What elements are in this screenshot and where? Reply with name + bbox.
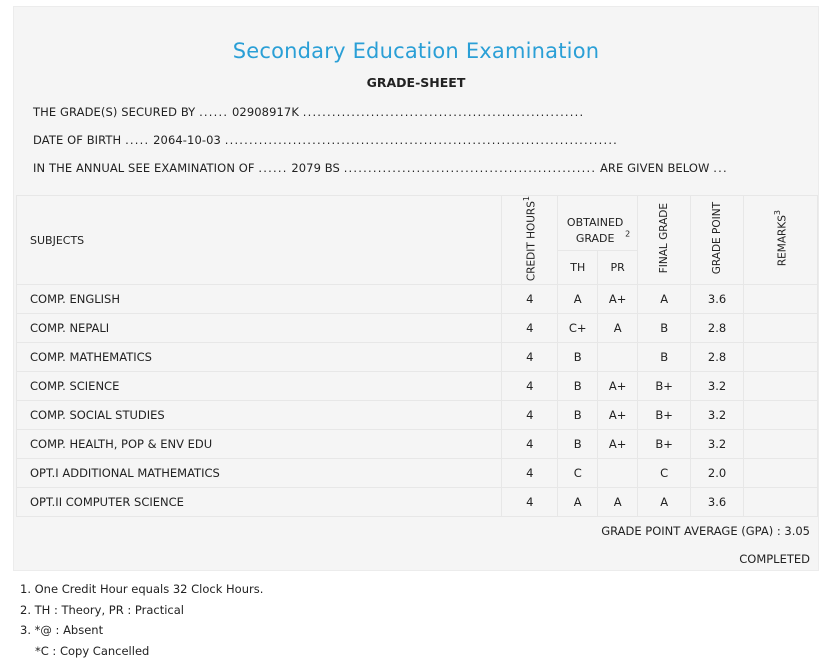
grades-table	[16, 195, 818, 517]
info-dob-line	[33, 133, 618, 147]
subject-cell: COMP. MATHEMATICS	[17, 343, 502, 372]
info-exam-line	[33, 161, 728, 175]
pr-grade-cell: A+	[598, 401, 638, 430]
credit-cell: 4	[502, 343, 558, 372]
exam-suffix: ARE GIVEN BELOW	[600, 161, 710, 175]
header-subjects: SUBJECTS	[17, 196, 502, 285]
dots: ......	[199, 105, 228, 119]
final-grade-cell: B+	[638, 372, 691, 401]
page-subtitle: GRADE-SHEET	[14, 75, 818, 90]
table-row	[17, 430, 818, 459]
dots: ..........................................................	[303, 105, 585, 119]
pr-grade-cell	[598, 459, 638, 488]
table-row	[17, 285, 818, 314]
grade-point-cell: 2.8	[691, 314, 744, 343]
dob-label: DATE OF BIRTH	[33, 133, 121, 147]
secured-label: THE GRADE(S) SECURED BY	[33, 105, 195, 119]
table-row	[17, 314, 818, 343]
dots: ....................................................	[344, 161, 597, 175]
credit-cell: 4	[502, 488, 558, 517]
dots: ......	[258, 161, 287, 175]
remarks-cell	[744, 314, 818, 343]
grade-point-cell: 3.6	[691, 488, 744, 517]
grade-point-cell: 2.0	[691, 459, 744, 488]
exam-label: IN THE ANNUAL SEE EXAMINATION OF	[33, 161, 255, 175]
grade-point-cell: 3.2	[691, 430, 744, 459]
grade-point-cell: 2.8	[691, 343, 744, 372]
pr-grade-cell: A	[598, 488, 638, 517]
grade-point-cell: 3.2	[691, 401, 744, 430]
dots: .....	[125, 133, 149, 147]
th-grade-cell: B	[558, 401, 598, 430]
final-grade-cell: A	[638, 285, 691, 314]
credit-cell: 4	[502, 430, 558, 459]
dob-value: 2064-10-03	[153, 133, 221, 147]
th-grade-cell: C+	[558, 314, 598, 343]
th-grade-cell: C	[558, 459, 598, 488]
pr-grade-cell	[598, 343, 638, 372]
remarks-cell	[744, 401, 818, 430]
page-title: Secondary Education Examination	[14, 39, 818, 63]
table-row	[17, 401, 818, 430]
pr-grade-cell: A+	[598, 372, 638, 401]
dots: ...	[713, 161, 728, 175]
th-grade-cell: B	[558, 372, 598, 401]
remarks-cell	[744, 343, 818, 372]
footnote: 1. One Credit Hour equals 32 Clock Hours.	[20, 582, 263, 603]
th-grade-cell: B	[558, 430, 598, 459]
final-grade-cell: B	[638, 314, 691, 343]
subject-cell: COMP. HEALTH, POP & ENV EDU	[17, 430, 502, 459]
dots: .................................................................................	[225, 133, 618, 147]
header-th: TH	[558, 251, 598, 285]
table-row	[17, 372, 818, 401]
header-remarks: REMARKS$^3$	[744, 196, 818, 285]
subject-cell: COMP. ENGLISH	[17, 285, 502, 314]
credit-cell: 4	[502, 314, 558, 343]
header-final-grade: FINAL GRADE	[638, 196, 691, 285]
footnote: 3. *@ : Absent	[20, 623, 263, 644]
remarks-cell	[744, 459, 818, 488]
info-secured-line	[33, 105, 584, 119]
table-row	[17, 343, 818, 372]
subject-cell: COMP. NEPALI	[17, 314, 502, 343]
footnotes	[20, 582, 263, 664]
subject-cell: COMP. SCIENCE	[17, 372, 502, 401]
credit-cell: 4	[502, 401, 558, 430]
th-grade-cell: A	[558, 488, 598, 517]
final-grade-cell: B+	[638, 401, 691, 430]
footnote: *C : Copy Cancelled	[20, 644, 263, 664]
symbol-number: 02908917K	[232, 105, 299, 119]
th-grade-cell: B	[558, 343, 598, 372]
final-grade-cell: B+	[638, 430, 691, 459]
pr-grade-cell: A	[598, 314, 638, 343]
remarks-cell	[744, 430, 818, 459]
subject-cell: COMP. SOCIAL STUDIES	[17, 401, 502, 430]
subject-cell: OPT.I ADDITIONAL MATHEMATICS	[17, 459, 502, 488]
exam-year: 2079 BS	[291, 161, 340, 175]
final-grade-cell: A	[638, 488, 691, 517]
footnote: 2. TH : Theory, PR : Practical	[20, 603, 263, 624]
header-pr: PR	[598, 251, 638, 285]
header-obtained-grade: OBTAINED GRADE $^2$	[558, 196, 638, 251]
th-grade-cell: A	[558, 285, 598, 314]
grade-sheet	[13, 6, 819, 571]
pr-grade-cell: A+	[598, 285, 638, 314]
grade-point-cell: 3.6	[691, 285, 744, 314]
header-credit-hours: CREDIT HOURS$^1$	[502, 196, 558, 285]
header-grade-point: GRADE POINT	[691, 196, 744, 285]
status-text: COMPLETED	[739, 552, 810, 566]
grade-point-cell: 3.2	[691, 372, 744, 401]
final-grade-cell: C	[638, 459, 691, 488]
credit-cell: 4	[502, 459, 558, 488]
remarks-cell	[744, 285, 818, 314]
subject-cell: OPT.II COMPUTER SCIENCE	[17, 488, 502, 517]
credit-cell: 4	[502, 372, 558, 401]
final-grade-cell: B	[638, 343, 691, 372]
gpa-text: GRADE POINT AVERAGE (GPA) : 3.05	[601, 524, 810, 538]
pr-grade-cell: A+	[598, 430, 638, 459]
remarks-cell	[744, 488, 818, 517]
remarks-cell	[744, 372, 818, 401]
table-row	[17, 488, 818, 517]
credit-cell: 4	[502, 285, 558, 314]
table-row	[17, 459, 818, 488]
